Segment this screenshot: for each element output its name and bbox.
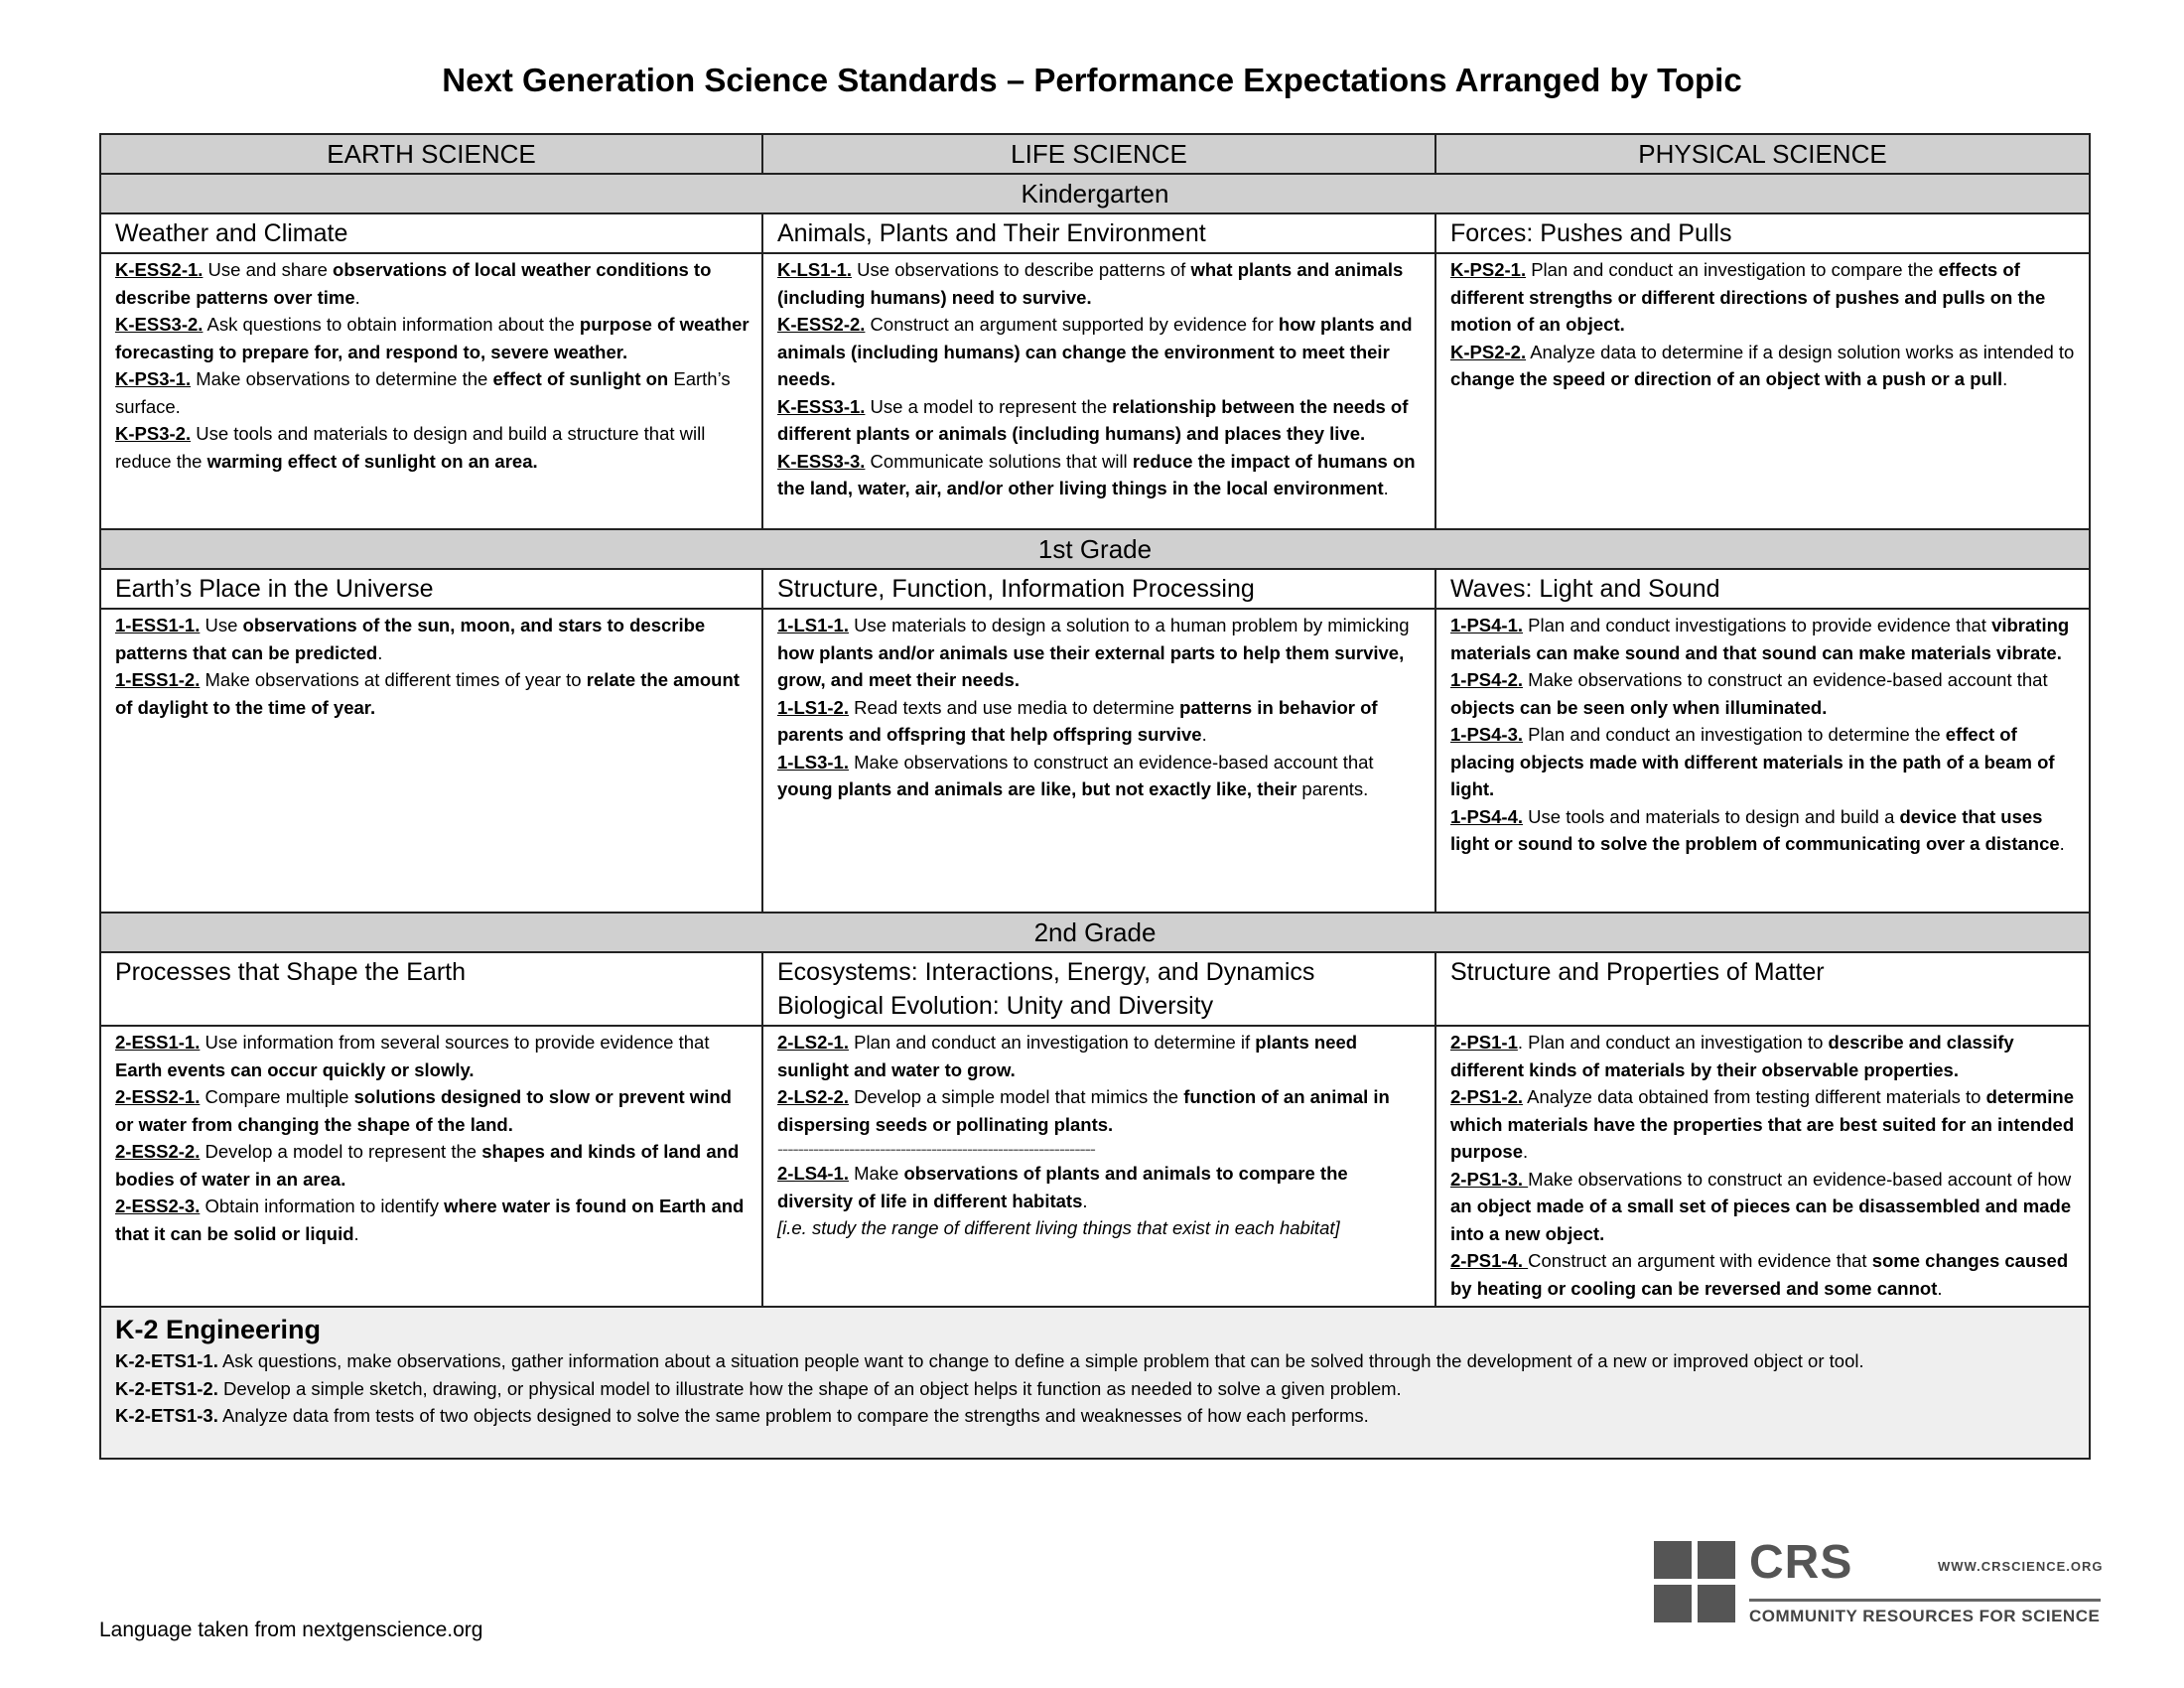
pe-key-phrase: vibrating materials can make sound and that sound can make materials vibrate. bbox=[1450, 615, 2070, 663]
performance-expectation bbox=[1450, 1166, 2077, 1248]
topic-g2-physical: Structure and Properties of Matter bbox=[1435, 952, 2090, 1026]
pe-list-g2-life-b bbox=[777, 1160, 1423, 1214]
separator-line: -------------------------------------------------------------- bbox=[777, 1138, 1095, 1159]
performance-expectation bbox=[777, 448, 1423, 502]
engineering-code: K-2-ETS1-2. bbox=[115, 1377, 218, 1399]
pe-code: 2-PS1-1 bbox=[1450, 1032, 1518, 1053]
pe-text: Plan and conduct an investigation to determine the bbox=[1523, 724, 1946, 745]
performance-expectation bbox=[1450, 803, 2077, 858]
performance-expectation bbox=[1450, 612, 2077, 666]
performance-expectation bbox=[777, 694, 1423, 749]
pe-key-phrase: what plants and animals (including humans) need to survive. bbox=[777, 259, 1404, 308]
pe-code: 1-PS4-1. bbox=[1450, 615, 1524, 635]
pe-key-phrase: observations of plants and animals to compare the diversity of life in different habitats bbox=[777, 1163, 1348, 1211]
pe-text: Make observations to construct an evidence-based account that bbox=[848, 751, 1374, 773]
pe-key-phrase: observations of the sun, moon, and stars to describe patterns that can be predicted bbox=[115, 615, 706, 663]
pe-key-phrase: solutions designed to slow or prevent wind or water from changing the shape of the land. bbox=[115, 1086, 732, 1135]
pe-key-phrase: young plants and animals are like, but not exactly like, their bbox=[777, 778, 1297, 799]
page-title: Next Generation Science Standards – Performance Expectations Arranged by Topic bbox=[442, 62, 1742, 98]
pe-text: Use and share bbox=[203, 259, 334, 280]
pe-code: 1-PS4-3. bbox=[1450, 724, 1524, 745]
pe-key-phrase: reduce the impact of humans on the land, water, air, and/or other living things in the local environment bbox=[777, 450, 1416, 498]
crs-wordmark: CRS bbox=[1749, 1536, 1853, 1589]
standards-table bbox=[99, 133, 2091, 1460]
pe-key-phrase: relationship between the needs of different plants or animals (including humans) and places they live. bbox=[777, 395, 1409, 444]
pe-text: Use information from several sources to provide evidence that bbox=[200, 1032, 710, 1053]
performance-expectation bbox=[115, 420, 750, 475]
pe-text: Plan and conduct investigations to provide evidence that bbox=[1523, 615, 1992, 635]
engineering-item bbox=[115, 1375, 2075, 1403]
pe-cell-g1-life bbox=[762, 609, 1435, 913]
topic-g2-life bbox=[762, 952, 1435, 1026]
pe-code: 2-ESS2-3. bbox=[115, 1196, 201, 1216]
engineering-text: Develop a simple sketch, drawing, or physical model to illustrate how the shape of an object helps it function as needed to solve a given problem. bbox=[217, 1377, 1402, 1399]
pe-text: Plan and conduct an investigation to compare the bbox=[1526, 259, 1939, 280]
pe-code: 2-LS4-1. bbox=[777, 1163, 849, 1184]
pe-key-phrase: some changes caused by heating or cooling can be reversed and some cannot bbox=[1450, 1250, 2069, 1299]
pe-text: Use materials to design a solution to a human problem by mimicking bbox=[848, 615, 1410, 635]
performance-expectation bbox=[777, 749, 1423, 803]
pe-text: Plan and conduct an investigation to determine if bbox=[848, 1032, 1256, 1053]
pe-code: K-ESS2-2. bbox=[777, 314, 866, 335]
pe-text: parents. bbox=[1297, 778, 1369, 799]
pe-code: K-PS3-1. bbox=[115, 368, 192, 389]
pe-code: 2-LS2-1. bbox=[777, 1032, 849, 1053]
pe-cell-g2-life bbox=[762, 1026, 1435, 1307]
crs-url: WWW.CRSCIENCE.ORG bbox=[1938, 1559, 2104, 1574]
performance-expectation bbox=[115, 666, 750, 721]
pe-text: . bbox=[1201, 724, 1207, 745]
performance-expectation bbox=[115, 256, 750, 311]
pe-text: Communicate solutions that will bbox=[865, 450, 1133, 472]
pe-code: 1-PS4-2. bbox=[1450, 669, 1524, 690]
grade-header-2nd-grade: 2nd Grade bbox=[100, 913, 2090, 952]
pe-key-phrase: function of an animal in dispersing seeds or pollinating plants. bbox=[777, 1086, 1390, 1135]
pe-key-phrase: device that uses light or sound to solve the problem of communicating over a distance bbox=[1450, 805, 2060, 854]
pe-cell-g2-physical bbox=[1435, 1026, 2090, 1307]
pe-cell-g1-physical bbox=[1435, 609, 2090, 913]
pe-text: Use tools and materials to design and build a bbox=[1523, 805, 1900, 827]
crs-tagline: COMMUNITY RESOURCES FOR SCIENCE bbox=[1749, 1607, 2101, 1625]
pe-code: K-PS3-2. bbox=[115, 423, 192, 444]
pe-key-phrase: purpose of weather forecasting to prepare for, and respond to, severe weather. bbox=[115, 314, 750, 362]
pe-key-phrase: objects can be seen only when illuminated. bbox=[1450, 696, 1828, 718]
pe-text: Use tools and materials to design and build a structure that will reduce the bbox=[115, 423, 706, 472]
performance-expectation bbox=[1450, 1247, 2077, 1302]
topic-k-earth: Weather and Climate bbox=[100, 213, 762, 253]
pe-key-phrase: effect of placing objects made with different materials in the path of a beam of light. bbox=[1450, 724, 2055, 799]
footer-source-note: Language taken from nextgenscience.org bbox=[99, 1618, 483, 1641]
pe-key-phrase: warming effect of sunlight on an area. bbox=[206, 450, 538, 472]
engineering-text: Analyze data from tests of two objects designed to solve the same problem to compare the strengths and weaknesses of how each performs. bbox=[217, 1405, 1369, 1426]
performance-expectation bbox=[1450, 666, 2077, 721]
pe-code: K-ESS3-3. bbox=[777, 450, 866, 472]
pe-code: 1-PS4-4. bbox=[1450, 805, 1524, 827]
pe-key-phrase: plants need sunlight and water to grow. bbox=[777, 1032, 1358, 1080]
pe-text: Make observations to determine the bbox=[191, 368, 493, 389]
engineering-item bbox=[115, 1347, 2075, 1375]
pe-text: . bbox=[2002, 368, 2008, 389]
pe-code: 1-LS1-2. bbox=[777, 696, 849, 718]
pe-text: . bbox=[377, 641, 383, 663]
pe-key-phrase: where water is found on Earth and that it can be solid or liquid bbox=[115, 1196, 745, 1244]
pe-cell-k-life bbox=[762, 253, 1435, 529]
pe-cell-g2-earth bbox=[100, 1026, 762, 1307]
pe-text: . bbox=[1383, 478, 1389, 498]
pe-key-phrase: patterns in behavior of parents and offspring that help offspring survive bbox=[777, 696, 1378, 745]
pe-text: Compare multiple bbox=[200, 1086, 354, 1107]
topic-g1-life: Structure, Function, Information Processing bbox=[762, 569, 1435, 609]
engineering-code: K-2-ETS1-3. bbox=[115, 1405, 218, 1426]
pe-code: 2-PS1-3. bbox=[1450, 1168, 1529, 1190]
pe-list-g2-life-a bbox=[777, 1029, 1423, 1138]
performance-expectation bbox=[1450, 721, 2077, 803]
pe-code: 1-LS1-1. bbox=[777, 615, 849, 635]
performance-expectation bbox=[1450, 339, 2077, 393]
pe-text: Make observations to construct an evidence-based account of how bbox=[1528, 1168, 2072, 1190]
pe-text: . bbox=[1937, 1277, 1943, 1299]
pe-text: Use bbox=[200, 615, 243, 635]
engineering-text: Ask questions, make observations, gather information about a situation people want to change to define a simple problem that can be solved through the development of a new or improved object or tool. bbox=[217, 1350, 1864, 1371]
performance-expectation bbox=[777, 612, 1423, 694]
pe-cell-k-earth bbox=[100, 253, 762, 529]
performance-expectation bbox=[777, 1083, 1423, 1138]
column-header-physical-science: PHYSICAL SCIENCE bbox=[1435, 134, 2090, 174]
pe-text: Develop a simple model that mimics the bbox=[848, 1086, 1184, 1107]
pe-key-phrase: effect of sunlight on bbox=[492, 368, 669, 389]
pe-text: Use observations to describe patterns of bbox=[852, 259, 1191, 280]
school-icon bbox=[1654, 1541, 1692, 1579]
pe-text: Obtain information to identify bbox=[200, 1196, 445, 1216]
pe-text: Develop a model to represent the bbox=[200, 1141, 482, 1162]
performance-expectation bbox=[115, 1193, 750, 1247]
pe-key-phrase: an object made of a small set of pieces can be disassembled and made into a new object. bbox=[1450, 1196, 2072, 1244]
pe-cell-k-physical bbox=[1435, 253, 2090, 529]
pe-code: K-PS2-1. bbox=[1450, 259, 1527, 280]
pe-text: . bbox=[354, 286, 360, 308]
gears-icon bbox=[1698, 1585, 1735, 1622]
pe-text: . bbox=[353, 1222, 359, 1244]
pe-code: 1-LS3-1. bbox=[777, 751, 849, 773]
column-header-row bbox=[100, 134, 2090, 174]
topic-g2-life-1: Ecosystems: Interactions, Energy, and Dynamics bbox=[777, 958, 1315, 986]
pe-code: 2-PS1-4. bbox=[1450, 1250, 1529, 1271]
pe-text: Earth’s surface. bbox=[115, 368, 731, 417]
performance-expectation bbox=[1450, 1029, 2077, 1083]
topic-k-life: Animals, Plants and Their Environment bbox=[762, 213, 1435, 253]
pe-key-phrase: describe and classify different kinds of materials by their observable properties. bbox=[1450, 1032, 2014, 1080]
performance-expectation bbox=[115, 1029, 750, 1083]
pe-text: Make bbox=[848, 1163, 904, 1184]
pe-text: . Plan and conduct an investigation to bbox=[1517, 1032, 1829, 1053]
performance-expectation bbox=[115, 612, 750, 666]
pe-code: K-ESS3-1. bbox=[777, 395, 866, 417]
pe-text: Construct an argument supported by evidence for bbox=[865, 314, 1279, 335]
pe-text: Analyze data to determine if a design solution works as intended to bbox=[1526, 341, 2075, 362]
performance-expectation bbox=[777, 1029, 1423, 1083]
pe-key-phrase: Earth events can occur quickly or slowly. bbox=[115, 1058, 475, 1080]
habitat-note: [i.e. study the range of different living things that exist in each habitat] bbox=[777, 1217, 1340, 1238]
pe-code: 2-PS1-2. bbox=[1450, 1086, 1524, 1107]
topic-g2-life-2: Biological Evolution: Unity and Diversity bbox=[777, 992, 1214, 1020]
leaf-icon bbox=[1654, 1585, 1692, 1622]
pe-key-phrase: effects of different strengths or different directions of pushes and pulls on the motion of an object. bbox=[1450, 259, 2046, 335]
pe-key-phrase: how plants and/or animals use their external parts to help them survive, grow, and meet their needs. bbox=[777, 641, 1405, 690]
performance-expectation bbox=[777, 256, 1423, 311]
performance-expectation bbox=[1450, 1083, 2077, 1166]
pe-code: K-ESS2-1. bbox=[115, 259, 204, 280]
topic-g1-physical: Waves: Light and Sound bbox=[1435, 569, 2090, 609]
pe-code: 2-ESS2-2. bbox=[115, 1141, 201, 1162]
pe-key-phrase: shapes and kinds of land and bodies of water in an area. bbox=[115, 1141, 740, 1190]
pe-code: 2-LS2-2. bbox=[777, 1086, 849, 1107]
performance-expectation bbox=[115, 1138, 750, 1193]
pe-code: K-PS2-2. bbox=[1450, 341, 1527, 362]
column-header-life-science: LIFE SCIENCE bbox=[762, 134, 1435, 174]
pe-text: Make observations to construct an evidence-based account that bbox=[1523, 669, 2048, 690]
pe-key-phrase: how plants and animals (including humans) can change the environment to meet their needs. bbox=[777, 314, 1413, 389]
pe-text: Construct an argument with evidence that bbox=[1528, 1250, 1872, 1271]
grade-header-kindergarten: Kindergarten bbox=[100, 174, 2090, 213]
pe-code: 2-ESS1-1. bbox=[115, 1032, 201, 1053]
pe-text: Make observations at different times of year to bbox=[200, 669, 587, 690]
pe-key-phrase: determine which materials have the properties that are best suited for an intended purpose bbox=[1450, 1086, 2075, 1162]
performance-expectation bbox=[1450, 256, 2077, 339]
performance-expectation bbox=[777, 1160, 1423, 1214]
performance-expectation bbox=[115, 311, 750, 365]
performance-expectation bbox=[115, 365, 750, 420]
performance-expectation bbox=[777, 393, 1423, 448]
pe-text: Read texts and use media to determine bbox=[848, 696, 1180, 718]
logo-divider bbox=[1749, 1599, 2101, 1602]
engineering-section bbox=[100, 1307, 2090, 1459]
performance-expectation bbox=[115, 1083, 750, 1138]
pe-text: . bbox=[1522, 1141, 1529, 1162]
pe-key-phrase: relate the amount of daylight to the time of year. bbox=[115, 669, 740, 718]
topic-k-physical: Forces: Pushes and Pulls bbox=[1435, 213, 2090, 253]
engineering-code: K-2-ETS1-1. bbox=[115, 1350, 218, 1371]
pe-code: 1-ESS1-1. bbox=[115, 615, 201, 635]
topic-g2-earth: Processes that Shape the Earth bbox=[100, 952, 762, 1026]
performance-expectation bbox=[777, 311, 1423, 393]
pe-text: . bbox=[1082, 1190, 1088, 1211]
pe-code: K-LS1-1. bbox=[777, 259, 853, 280]
pe-text: Analyze data obtained from testing different materials to bbox=[1523, 1086, 1986, 1107]
pe-text: . bbox=[2059, 833, 2065, 854]
crs-logo bbox=[1654, 1536, 2104, 1650]
microscope-icon bbox=[1698, 1541, 1735, 1579]
column-header-earth-science: EARTH SCIENCE bbox=[100, 134, 762, 174]
engineering-item bbox=[115, 1402, 2075, 1430]
topic-g1-earth: Earth’s Place in the Universe bbox=[100, 569, 762, 609]
pe-code: K-ESS3-2. bbox=[115, 314, 204, 335]
pe-key-phrase: change the speed or direction of an object with a push or a pull bbox=[1450, 368, 2003, 389]
pe-text: Use a model to represent the bbox=[865, 395, 1113, 417]
pe-key-phrase: observations of local weather conditions to describe patterns over time bbox=[115, 259, 712, 308]
pe-cell-g1-earth bbox=[100, 609, 762, 913]
pe-text: Ask questions to obtain information about the bbox=[203, 314, 580, 335]
pe-code: 1-ESS1-2. bbox=[115, 669, 201, 690]
grade-header-1st-grade: 1st Grade bbox=[100, 529, 2090, 569]
engineering-title: K-2 Engineering bbox=[115, 1315, 322, 1344]
pe-code: 2-ESS2-1. bbox=[115, 1086, 201, 1107]
